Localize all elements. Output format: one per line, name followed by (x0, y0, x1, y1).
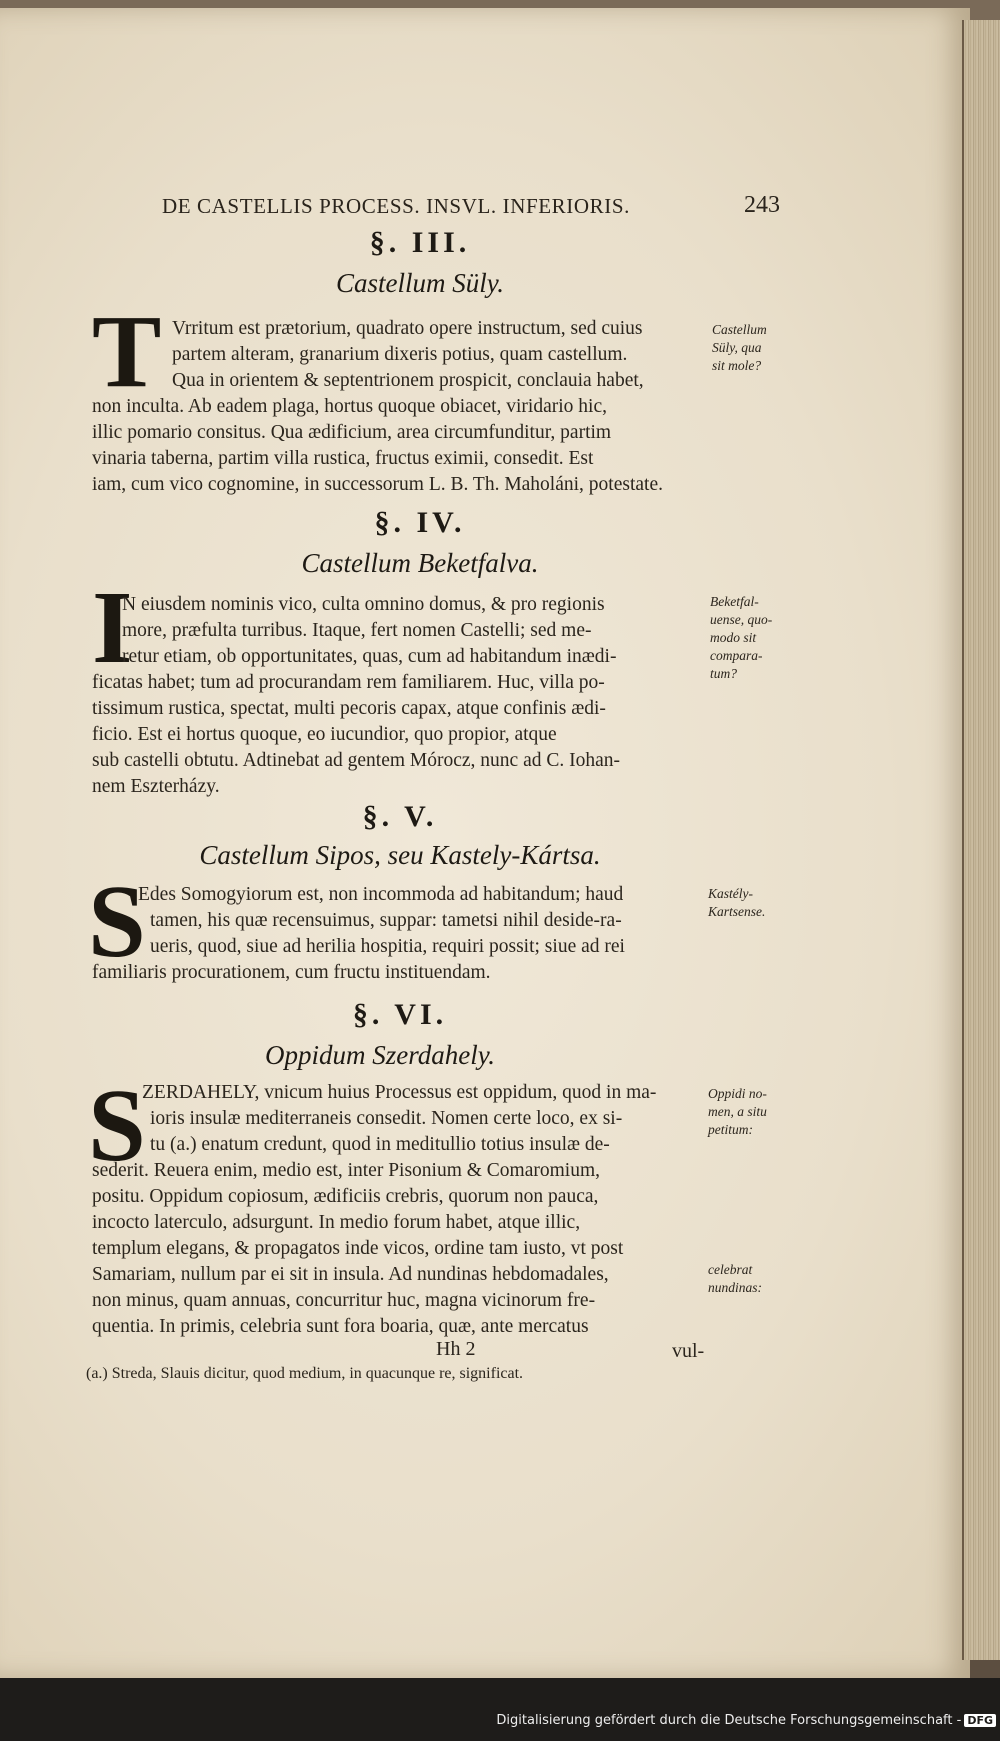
text-line: ioris insulæ mediterraneis consedit. Nomen certe loco, ex si- (150, 1108, 623, 1129)
margin-note: Beketfal- (710, 594, 759, 609)
section-number: §. III. (369, 226, 471, 259)
margin-note: Kastély- (708, 886, 753, 901)
page-stack-edge (962, 20, 1000, 1660)
margin-note: Castellum (712, 322, 767, 337)
text-line: Samariam, nullum par ei sit in insula. Ad nundinas hebdomadales, (92, 1264, 609, 1285)
drop-cap: T (92, 294, 162, 409)
text-line: retur etiam, ob opportunitates, quas, cum ad habitandum inædi- (122, 646, 617, 667)
drop-cap: S (88, 864, 146, 979)
text-line: ZERDAHELY, vnicum huius Processus est oppidum, quod in ma- (142, 1082, 657, 1103)
margin-note: men, a situ (708, 1104, 767, 1119)
text-line: iam, cum vico cognomine, in successorum L. B. Th. Maholáni, potestate. (92, 474, 663, 495)
margin-note: Süly, qua (712, 340, 762, 355)
margin-note: Oppidi no- (708, 1086, 767, 1101)
page-number: 243 (744, 192, 780, 218)
text-line: sub castelli obtutu. Adtinebat ad gentem Mórocz, nunc ad C. Iohan- (92, 750, 620, 771)
text-line: incocto laterculo, adsurgunt. In medio forum habet, atque illic, (92, 1212, 581, 1233)
text-line: sederit. Reuera enim, medio est, inter Pisonium & Comaromium, (92, 1160, 600, 1181)
section-title: Castellum Beketfalva. (301, 548, 539, 578)
text-line: vinaria taberna, partim villa rustica, fructus eximii, consedit. Est (92, 448, 594, 469)
text-line: N eiusdem nominis vico, culta omnino domus, & pro regionis (122, 594, 605, 615)
section-title: Oppidum Szerdahely. (265, 1040, 495, 1070)
text-line: positu. Oppidum copiosum, ædificiis crebris, quorum non pauca, (92, 1186, 599, 1207)
text-line: quentia. In primis, celebria sunt fora boaria, quæ, ante mercatus (92, 1316, 589, 1337)
margin-note: tum? (710, 666, 737, 681)
margin-note: Kartsense. (708, 904, 766, 919)
scan-bottom-bar (0, 1678, 1000, 1741)
text-line: Vrritum est prætorium, quadrato opere instructum, sed cuius (172, 318, 643, 339)
text-line: tu (a.) enatum credunt, quod in meditullio totius insulæ de- (150, 1134, 610, 1155)
text-line: ficatas habet; tum ad procurandam rem familiarem. Huc, villa po- (92, 672, 605, 693)
signature-mark: Hh 2 (436, 1338, 476, 1360)
text-line: tissimum rustica, spectat, multi pecoris capax, atque confinis ædi- (92, 698, 606, 719)
margin-note: uense, quo- (710, 612, 773, 627)
credit-text: Digitalisierung gefördert durch die Deutsche Forschungsgemeinschaft - (496, 1713, 962, 1728)
drop-cap: S (88, 1068, 146, 1183)
dfg-logo-icon: DFG (964, 1714, 996, 1727)
text-line: ficio. Est ei hortus quoque, eo iucundior, quo propior, atque (92, 724, 557, 745)
text-line: Qua in orientem & septentrionem prospicit, conclauia habet, (172, 370, 644, 391)
running-title: DE CASTELLIS PROCESS. INSVL. INFERIORIS. (162, 194, 630, 218)
text-line: partem alteram, granarium dixeris potius, quam castellum. (172, 344, 628, 365)
text-line: templum elegans, & propagatos inde vicos, ordine tam iusto, vt post (92, 1238, 624, 1259)
section-number: §. VI. (352, 998, 448, 1031)
margin-note: modo sit (710, 630, 757, 645)
margin-note: sit mole? (712, 358, 762, 373)
digitization-credit (496, 1713, 996, 1728)
text-line: Edes Somogyiorum est, non incommoda ad habitandum; haud (138, 884, 624, 905)
text-line: illic pomario consitus. Qua ædificium, area circumfunditur, partim (92, 422, 612, 443)
footnote: (a.) Streda, Slauis dicitur, quod medium, in quacunque re, significat. (86, 1365, 524, 1382)
text-line: nem Eszterházy. (92, 776, 220, 797)
section-number: §. IV. (374, 506, 466, 539)
margin-note: petitum: (708, 1122, 753, 1137)
margin-note: nundinas: (708, 1280, 762, 1295)
text-line: non minus, quam annuas, concurritur huc, magna vicinorum fre- (92, 1290, 596, 1311)
text-line: non inculta. Ab eadem plaga, hortus quoque obiacet, viridario hic, (92, 396, 607, 417)
drop-cap: I (92, 570, 133, 685)
section-title: Castellum Sipos, seu Kastely-Kártsa. (199, 840, 601, 870)
text-line: tamen, his quæ recensuimus, suppar: tametsi nihil deside-ra- (150, 910, 622, 931)
section-number: §. V. (362, 800, 438, 833)
margin-note: compara- (710, 648, 763, 663)
catchword: vul- (672, 1340, 705, 1362)
text-line: ueris, quod, siue ad herilia hospitia, requiri possit; siue ad rei (150, 936, 625, 957)
margin-note: celebrat (708, 1262, 753, 1277)
section-title: Castellum Süly. (336, 268, 504, 298)
text-line: more, præfulta turribus. Itaque, fert nomen Castelli; sed me- (122, 620, 592, 641)
text-line: familiaris procurationem, cum fructu instituendam. (92, 962, 491, 983)
